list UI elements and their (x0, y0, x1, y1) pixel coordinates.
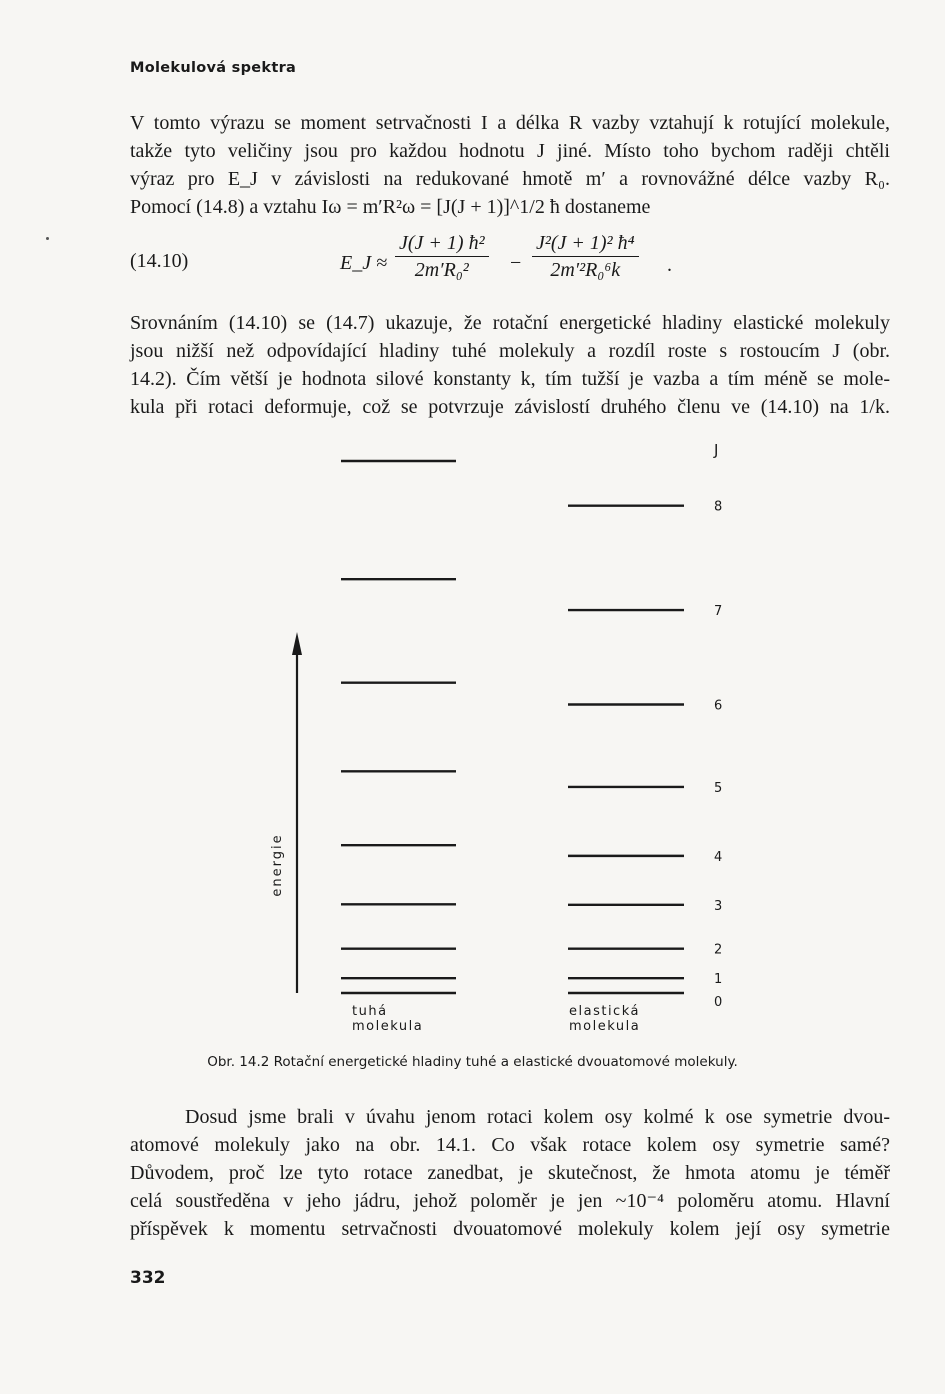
j-label-4: 4 (714, 849, 723, 865)
fraction-1-denominator: 2m′R₀² (414, 259, 469, 281)
elastic-label-line2: molekula (569, 1019, 641, 1034)
equation-lhs: E_J ≈ (340, 252, 388, 274)
text-line: takže tyto veličiny jsou pro každou hodnotu J jiné. Místo toho bychom raději chtěli (130, 140, 890, 162)
text-line: jsou nižší než odpovídající hladiny tuhé molekuly a rozdíl roste s rostoucím J (obr. (130, 340, 890, 362)
page-number: 332 (130, 1268, 166, 1288)
text-line: Dosud jsme brali v úvahu jenom rotaci kolem osy kolmé k ose symetrie dvou- (185, 1106, 890, 1128)
arrow-up-icon (292, 632, 302, 655)
j-label-0: 0 (714, 995, 723, 1010)
equation-period: . (667, 254, 672, 276)
text-line: výraz pro E_J v závislosti na redukované hmotě m′ a rovnovážné délce vazby R₀. (130, 168, 890, 190)
text-line: Důvodem, proč lze tyto rotace zanedbat, je skutečnost, že hmota atomu je téměř (130, 1162, 890, 1184)
rigid-label-line1: tuhá (352, 1004, 388, 1019)
j-label-2: 2 (714, 942, 723, 958)
elastic-label-line1: elastická (569, 1004, 640, 1019)
fraction-2-denominator: 2m′²R₀⁶k (550, 259, 621, 281)
rigid-label-line2: molekula (352, 1019, 424, 1034)
j-label-3: 3 (714, 898, 723, 914)
levels-group (341, 461, 722, 1010)
text-line: příspěvek k momentu setrvačnosti dvouatomové molekuly kolem její osy symetrie (130, 1218, 890, 1240)
j-label-7: 7 (714, 604, 723, 620)
paragraph-3 (130, 1103, 890, 1243)
text-line: atomové molekuly jako na obr. 14.1. Co však rotace kolem osy symetrie samé? (130, 1134, 890, 1156)
text-line: Srovnáním (14.10) se (14.7) ukazuje, že rotační energetické hladiny elastické molekuly (130, 312, 890, 334)
j-label-5: 5 (714, 780, 723, 796)
equation-number: (14.10) (130, 250, 189, 272)
energy-axis (270, 632, 302, 993)
j-column-header: J (714, 441, 719, 459)
axis-label-energie: energie (270, 833, 285, 897)
j-label-1: 1 (714, 972, 723, 988)
fraction-2-numerator: J²(J + 1)² ħ⁴ (532, 232, 639, 257)
text-line: 14.2). Čím větší je hodnota silové konstanty k, tím tužší je vazba a tím méně se mole- (130, 368, 890, 390)
j-label-6: 6 (714, 698, 723, 714)
text-line: kula při rotaci deformuje, což se potvrzuje závislostí druhého členu ve (14.10) na 1/k. (130, 396, 890, 418)
figure-caption: Obr. 14.2 Rotační energetické hladiny tuhé a elastické dvouatomové molekuly. (207, 1054, 738, 1070)
text-line: celá soustředěna v jeho jádru, jehož poloměr je jen ~10⁻⁴ poloměru atomu. Hlavní (130, 1190, 890, 1212)
running-header: Molekulová spektra (130, 60, 297, 76)
text-line: Pomocí (14.8) a vztahu Iω = m′R²ω = [J(J + 1)]^1/2 ħ dostaneme (130, 196, 651, 218)
fraction-1-numerator: J(J + 1) ħ² (395, 232, 489, 257)
minus-sign: − (510, 252, 522, 274)
text-line: V tomto výrazu se moment setrvačnosti I a délka R vazby vztahují k rotující molekule, (130, 112, 890, 134)
j-label-8: 8 (714, 499, 723, 515)
